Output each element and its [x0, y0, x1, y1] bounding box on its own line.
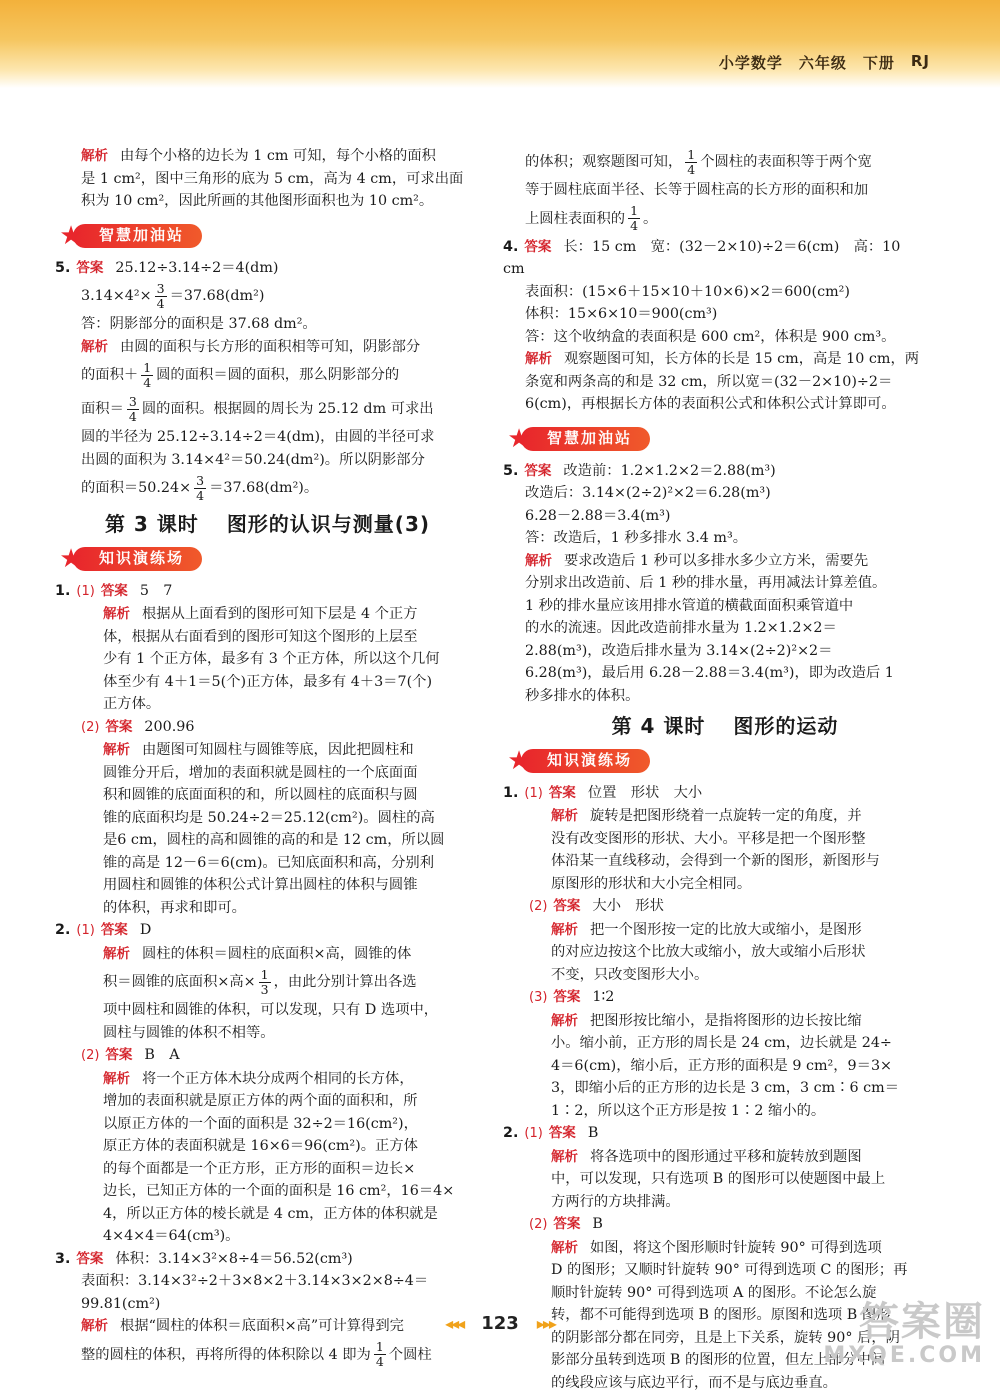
- l3-question-1: 1. (1) 答案 5 7 解析 根据从上面看到的图形可知下层是 4 个正方 体，根据从右面看到的图形可知这个图形的上层至 少有 1 个正方体，最多有 3 个正方体，所以这个几何 体至少有 4＋1＝5(个)正方体，最多有 4＋3＝7(个) 正方体。 (2) 答案 200.96 解析 由题图可知圆柱与圆锥等底，因此把圆柱和 圆锥分开后，增加的表面积就是圆柱的一个底面面 积和圆锥的底面面积的和，所以圆柱的底面积与圆 锥的底面积均是 50.24÷2＝25.12(cm²)。圆柱的高 是6 cm，圆柱的高和圆锥的高的和是 12 cm，所以圆 锥的高是 12－6＝6(cm)。已知底面积和高，分别利 用圆柱和圆锥的体积公式计算出圆柱的体积与圆锥 的体积，再求和即可。: [55, 582, 445, 916]
- right-column: [503, 145, 925, 1394]
- analysis-label: 解析: [81, 148, 108, 164]
- runner-icon: ★: [507, 423, 531, 454]
- next-arrows-icon: ▸▸▸: [536, 1313, 555, 1333]
- fraction: $\frac{1}{4}$: [143, 359, 152, 390]
- question-4-right: 4. 答案 长：15 cm 宽：(32－2×10)÷2＝6(cm) 高：10 cm 表面积：(15×6＋15×10＋10×6)×2＝600(cm²) 体积：15×6×10＝900(cm³) 答：这个收纳盒的表面积是 600 cm²，体积是 900 cm³。 解析 观察题图可知，长方体的长是 15 cm，高是 10 cm，两 条宽和两条高的和是 32 cm，所以宽＝(32－2×10)÷2＝ 6(cm)，再根据长方体的表面积公式和体积公式计算即可。: [503, 238, 920, 412]
- continuation-block: 的体积；观察题图可知， $\frac{1}{4}$ 个圆柱的表面积等于两个宽 等于圆柱底面半径、长等于圆柱高的长方形的面积和加 上圆柱表面积的 $\frac{1}{4}$ 。: [525, 146, 872, 233]
- fraction: $\frac{3}{4}$: [156, 280, 165, 311]
- left-column: [55, 145, 480, 1372]
- watermark-url: MXQE.COM: [823, 1343, 985, 1368]
- runner-icon: ★: [59, 543, 83, 574]
- question-5-right: 5. 答案 改造前：1.2×1.2×2＝2.88(m³) 改造后：3.14×(2÷2)²×2＝6.28(m³) 6.28－2.88＝3.4(m³) 答：改造后，1 秒多排水 3.4 m³。 解析 要求改造后 1 秒可以多排水多少立方米，需要先 分别求出改造前、后 1 秒的排水量，再用减法计算差值。 1 秒的排水量应该用排水管道的横截面面积乘管道中 的水的流速。因此改造前排水量为 1.2×1.2×2＝ 2.88(m³)，改造后排水量为 3.14×(2÷2)²×2＝ 6.28(m³)，最后用 6.28－2.88＝3.4(m³)，即为改造后 1 秒多排水的体积。: [503, 462, 894, 704]
- fraction: $\frac{1}{3}$: [260, 966, 269, 997]
- page-number: 123: [481, 1312, 519, 1334]
- watermark-logo: [775, 1300, 985, 1370]
- lesson-4-title: 第 4 课时 图形的运动: [611, 714, 839, 738]
- watermark-title: 答案圈: [859, 1299, 985, 1345]
- top-analysis-block: 解析 由每个小格的边长为 1 cm 可知，每个小格的面积 是 1 cm²，图中三角形的底为 5 cm，高为 4 cm，可求出面 积为 10 cm²，因此所画的其他图形面积也为 10 cm²。: [81, 148, 464, 209]
- l4-question-1: 1. (1) 答案 位置 形状 大小 解析 旋转是把图形绕着一点旋转一定的角度，并 没有改变图形的形状、大小。平移是把一个图形整 体沿某一直线移动，会得到一个新的图形，新图形与 原图形的形状和大小完全相同。 (2) 答案 大小 形状 解析 把一个图形按一定的比放大或缩小，是图形 的对应边按这个比放大或缩小，放大或缩小后形状 不变，只改变图形大小。 (3) 答案 1∶2 解析 把图形按比缩小，是指将图形的边长按比缩 小。缩小前，正方形的周长是 24 cm，边长就是 24÷ 4＝6(cm)，缩小后，正方形的面积是 9 cm²，9＝3× 3，即缩小后的正方形的边长是 3 cm，3 cm∶6 cm＝ 1∶2，所以这个正方形是按 1∶2 缩小的。: [503, 784, 900, 1119]
- runner-icon: ★: [507, 745, 531, 776]
- lesson-3-title: 第 3 课时 图形的认识与测量(3): [104, 512, 431, 536]
- l4-question-2: 2. (1) 答案 B 解析 将各选项中的图形通过平移和旋转放到题图 中，可以发现，只有选项 B 的图形可以使题图中最上 方两行的方块排满。 (2) 答案 B 解析 如图，将这个图形顺时针旋转 90° 可得到选项 D 的图形；又顺时针旋转 90° 可得到选项 C 的图形；再 顺时针旋转 90° 可得到选项 A 的图形。不论怎么旋 转，都不可能得到选项 B 的图形。原图和选项 B 图形 的阴影部分都在同旁，且是上下关系，旋转 90° 后，阴 影部分虽转到选项 B 的图形的位置，但左上部分中间 的线段应该与底边平行，而不是与底边垂直。: [503, 1125, 908, 1391]
- header-grade: 六年级: [798, 54, 847, 72]
- section-practice-l3: ★ 知识演练场: [55, 546, 480, 572]
- header-subject: 小学数学: [718, 54, 783, 72]
- top-banner: [0, 0, 1000, 88]
- question-5-left: 5. 答案 25.12÷3.14÷2＝4(dm) 3.14×4²× $\frac{3}{4}$ ＝37.68(dm²) 答：阴影部分的面积是 37.68 dm²。 解析 由圆的面积与长方形的面积相等可知，阴影部分 的面积＋ $\frac{1}{4}$ 圆的面积＝圆的面积，那么阴影部分的 面积＝ $\frac{3}{4}$ 圆的面积。根据圆的周长为 25.12 dm 可求出 圆的半径为 25.12÷3.14÷2＝4(dm)，由圆的半径可求 出圆的面积为 3.14×4²＝50.24(dm²)。所以阴影部分 的面积＝50.24× $\frac{3}{4}$ ＝37.68(dm²)。: [55, 259, 435, 503]
- fraction: $\frac{1}{4}$: [375, 1339, 384, 1369]
- section-boost: [55, 220, 480, 251]
- l3-question-3: 3. 答案 体积：3.14×3²×8÷4＝56.52(cm³) 表面积：3.14×3²÷2＋3×8×2＋3.14×3×2×8÷4＝ 99.81(cm²) 解析 根据“圆柱的体积＝底面积×高”可计算得到完 整的圆柱的体积，再将所得的体积除以 4 即为 $\frac{1}{4}$ 个圆柱: [55, 1250, 432, 1369]
- fraction: $\frac{1}{4}$: [630, 203, 639, 233]
- runner-icon: ★: [59, 220, 83, 251]
- prev-arrows-icon: ◂◂◂: [445, 1313, 464, 1333]
- l3-question-2: 2. (1) 答案 D 解析 圆柱的体积＝圆柱的底面积×高，圆锥的体 积＝圆锥的底面积×高× $\frac{1}{3}$ ，由此分别计算出各选 项中圆柱和圆锥的体积，可以发现，只有 D 选项中， 圆柱与圆锥的体积不相等。 (2) 答案 B A 解析 将一个正方体木块分成两个相同的长方体， 增加的表面积就是原正方体的两个面的面积和，所 以原正方体的一个面的面积是 32÷2＝16(cm²)， 原正方体的表面积就是 16×6＝96(cm²)。正方体 的每个面都是一个正方形，正方形的面积＝边长× 边长，已知正方体的一个面的面积是 16 cm²，16＝4× 4，所以正方体的棱长就是 4 cm，正方体的体积就是 4×4×4＝64(cm³)。: [55, 922, 455, 1244]
- section-practice-l4: ★ 知识演练场: [503, 748, 925, 774]
- fraction: $\frac{1}{4}$: [687, 146, 696, 177]
- page-header: [719, 52, 930, 73]
- answer-label: 答案: [76, 259, 104, 276]
- header-edition: RJ: [910, 52, 930, 70]
- fraction: $\frac{3}{4}$: [128, 393, 137, 424]
- header-term: 下册: [862, 54, 895, 72]
- fraction: $\frac{3}{4}$: [196, 472, 205, 503]
- section-boost-title: 智慧加油站: [73, 224, 202, 248]
- section-boost-right: ★ 智慧加油站: [503, 426, 925, 452]
